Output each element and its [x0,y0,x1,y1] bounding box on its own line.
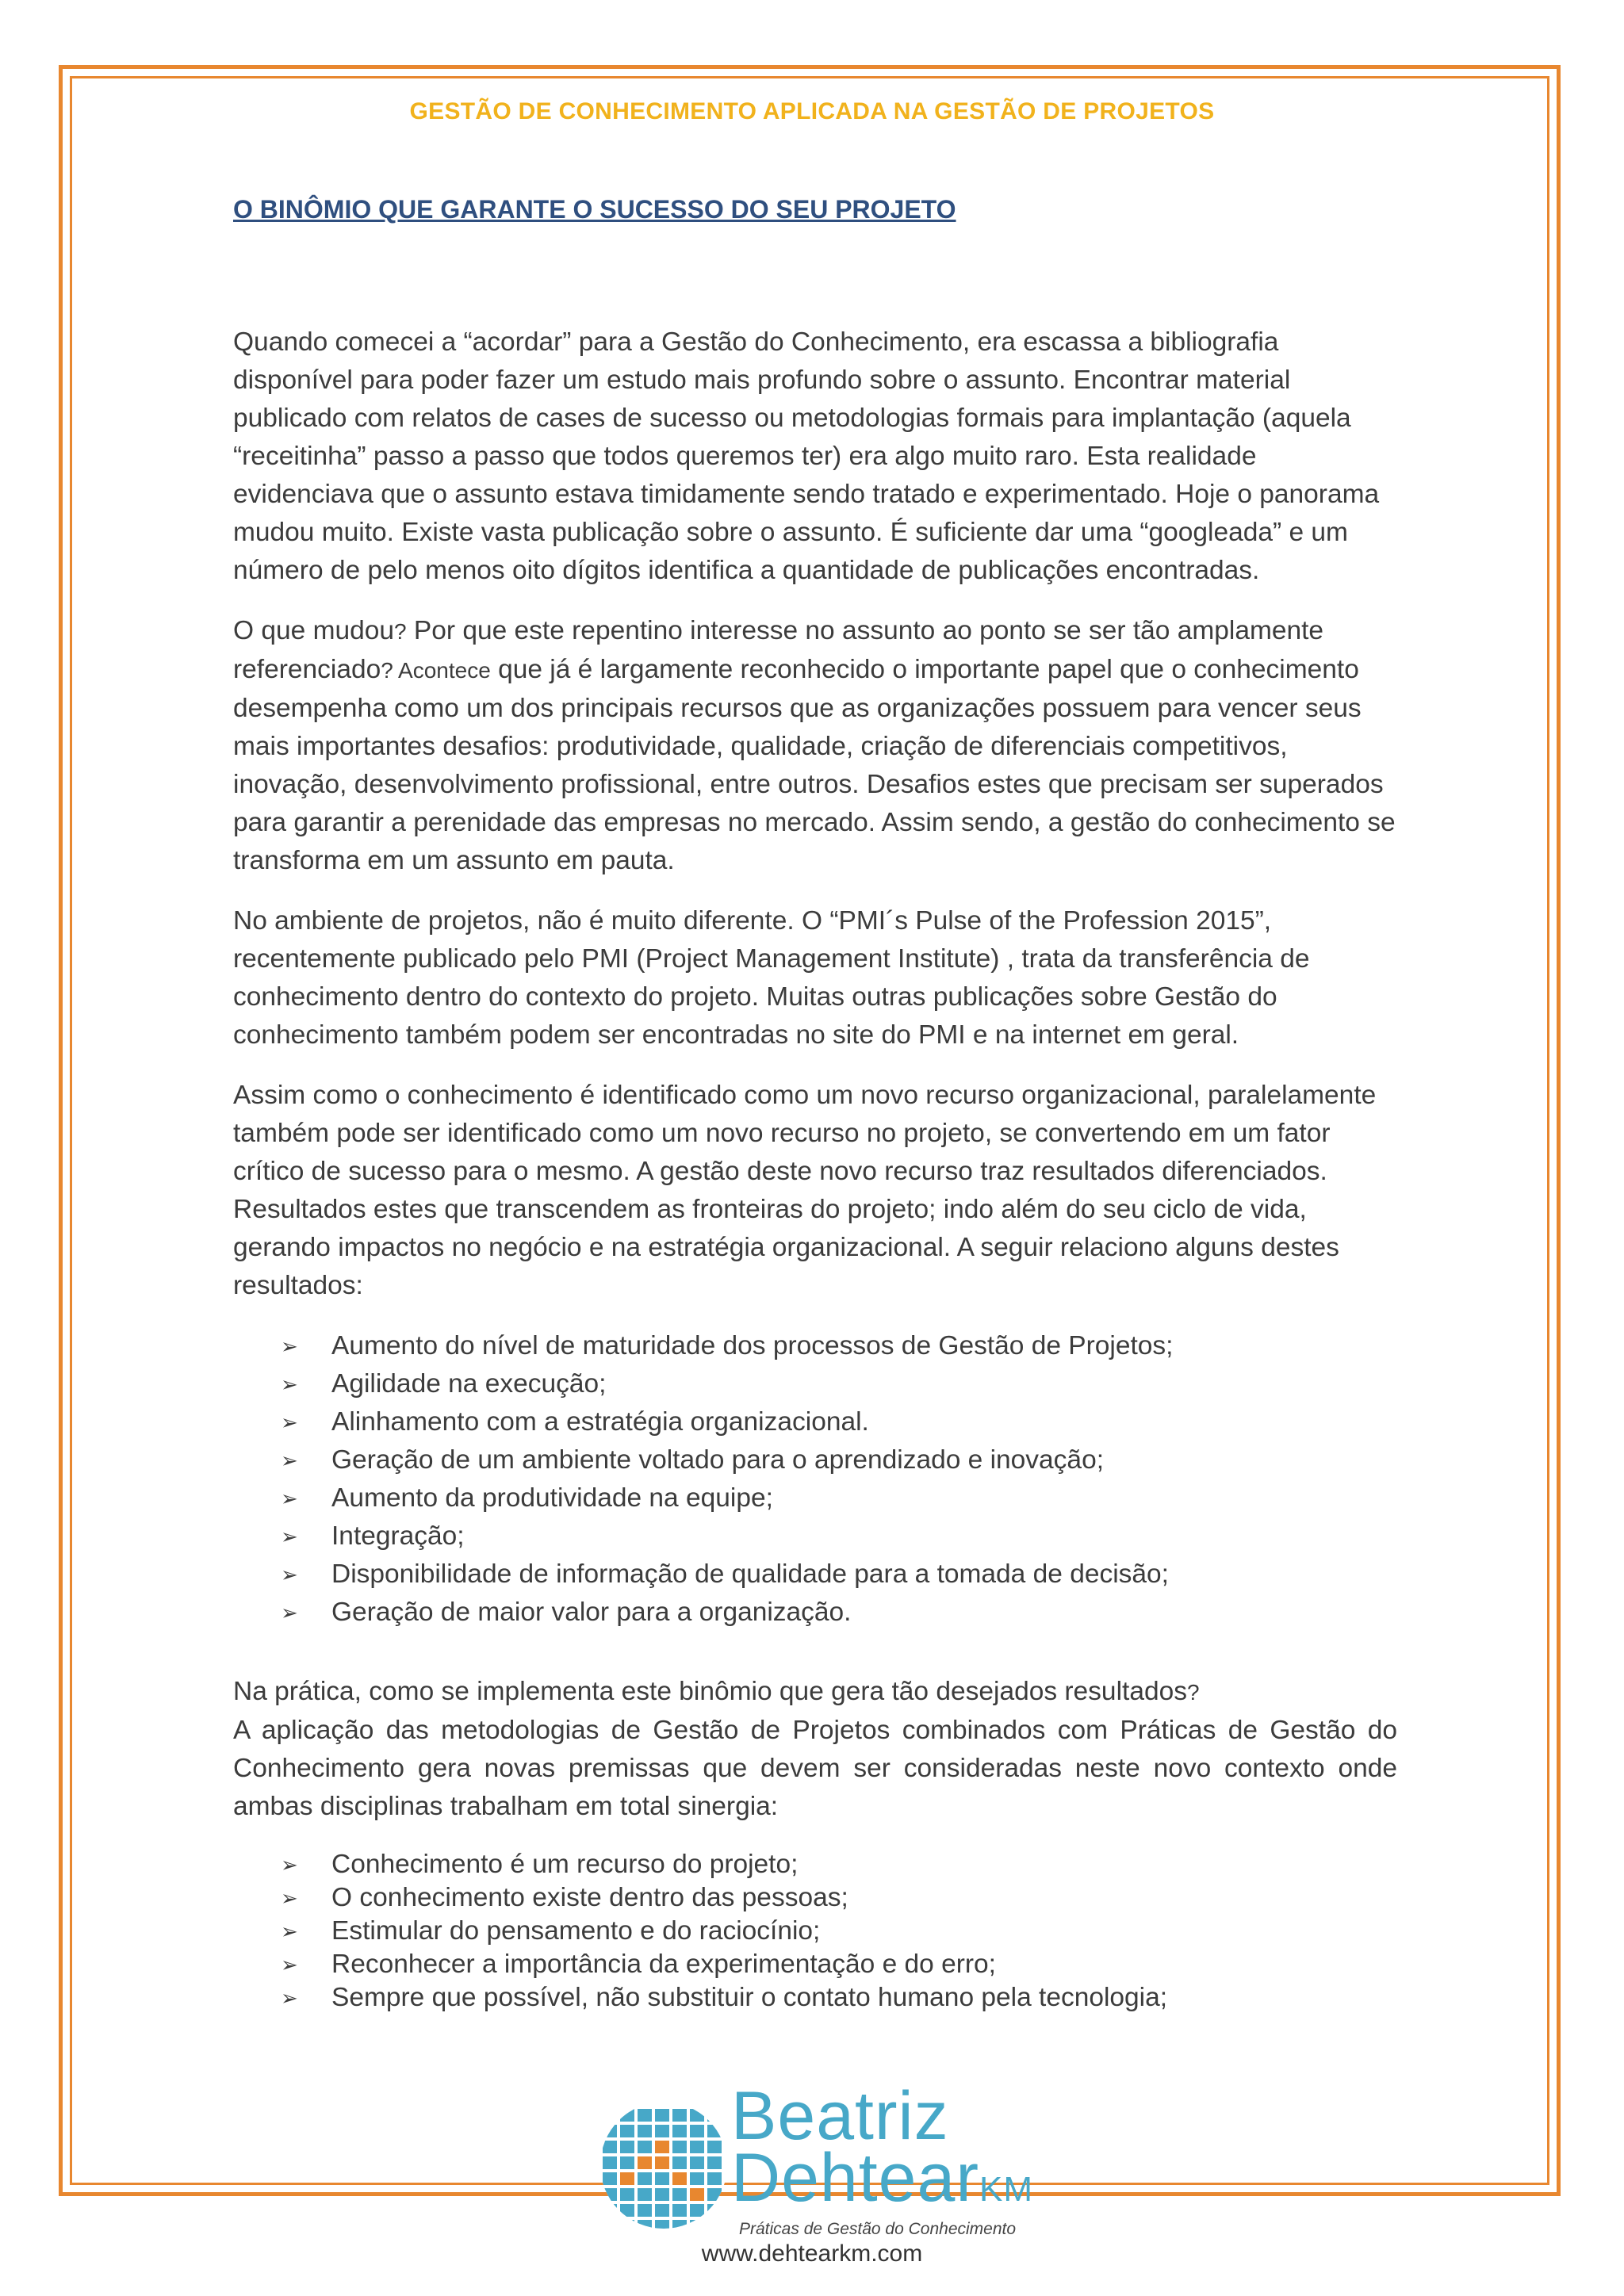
page-title: GESTÃO DE CONHECIMENTO APLICADA NA GESTÃO DE PROJETOS [409,98,1215,124]
text-segment: Na prática, como se implementa este binômio que gera tão desejados resultados [233,1677,1187,1706]
article-body [233,323,1397,2056]
list-item [233,1848,1397,1881]
list-item-text: Alinhamento com a estratégia organizacional. [331,1407,869,1437]
website-url: www.dehtearkm.com [701,2241,923,2267]
list-item [233,1479,1397,1517]
arrow-bullet-icon: ➢ [281,1525,298,1548]
list-item [233,1556,1397,1594]
logo-name-last [731,2139,1033,2218]
arrow-bullet-icon: ➢ [281,1953,298,1976]
list-item [233,1948,1397,1981]
list-item [233,1915,1397,1948]
list-item [233,1365,1397,1403]
arrow-bullet-icon: ➢ [281,1563,298,1586]
list-item-text: Disponibilidade de informação de qualidade para a tomada de decisão; [331,1559,1169,1589]
list-item [233,1517,1397,1556]
brand-logo [596,2078,1033,2244]
text-segment: Por que este repentino interesse no assunto ao ponto se ser tão amplamente referenciado [233,616,1324,684]
logo-km-suffix: KM [979,2170,1033,2209]
list-item-text: Aumento do nível de maturidade dos processos de Gestão de Projetos; [331,1331,1174,1360]
list-item [233,1403,1397,1441]
arrow-bullet-icon: ➢ [281,1334,298,1358]
results-list [233,1327,1397,1632]
paragraph-intro: Quando comecei a “acordar” para a Gestão do Conhecimento, era escassa a bibliografia disponível para poder fazer um estudo mais profundo sobre o assunto. Encontrar material publicado com relatos de cases de sucesso ou metodologias formais para implantação (aquela “receitinha” passo a passo que todos queremos ter) era algo muito raro. Esta realidade evidenciava que o assunto estava timidamente sendo tratado e experimentado. Hoje o panorama mudou muito. Existe vasta publicação sobre o assunto. É suficiente dar uma “googleada” e um número de pelo menos oito dígitos identifica a quantidade de publicações encontradas. [233,327,1380,585]
list-item-text: Geração de maior valor para a organização. [331,1598,852,1627]
list-item [233,1441,1397,1479]
text-segment: que já é largamente reconhecido o importante papel que o conhecimento desempenha como um dos principais recursos que as organizações possuem para vencer seus mais importantes desafios: produtividade, qualidade, criação de diferenciais competitivos, inovação, desenvolvimento profissional, entre outros. Desafios estes que precisam ser superados para garantir a perenidade das empresas no mercado. Assim sendo, a gestão do conhecimento se transforma em um assunto em pauta. [233,655,1396,875]
arrow-bullet-icon: ➢ [281,1448,298,1472]
list-item-text: Estimular do pensamento e do raciocínio; [331,1916,821,1946]
list-item [233,1881,1397,1915]
list-item-text: Agilidade na execução; [331,1369,607,1399]
list-item-text: O conhecimento existe dentro das pessoas; [331,1883,848,1912]
list-item-text: Aumento da produtividade na equipe; [331,1483,773,1513]
paragraph-methodology: A aplicação das metodologias de Gestão de Projetos combinados com Práticas de Gestão do Conhecimento gera novas premissas que devem ser consideradas neste novo contexto onde ambas disciplinas trabalham em total sinergia: [233,1716,1397,1821]
arrow-bullet-icon: ➢ [281,1919,298,1943]
list-item [233,1981,1397,2015]
text-segment: ? Acontece [381,658,491,683]
section-title: O BINÔMIO QUE GARANTE O SUCESSO DO SEU PROJETO [233,195,956,224]
paragraph-what-changed [233,612,1397,880]
list-item-text: Geração de um ambiente voltado para o aprendizado e inovação; [331,1445,1105,1475]
premises-list [233,1848,1397,2015]
text-segment: O que mudou [233,616,394,645]
arrow-bullet-icon: ➢ [281,1487,298,1510]
text-segment: ? [1186,1680,1200,1705]
list-item-text: Conhecimento é um recurso do projeto; [331,1850,799,1879]
arrow-bullet-icon: ➢ [281,1410,298,1434]
list-item [233,1594,1397,1632]
logo-tagline: Práticas de Gestão do Conhecimento [739,2220,1017,2238]
paragraph-practice-question [233,1673,1397,1712]
paragraph-projects: No ambiente de projetos, não é muito diferente. O “PMI´s Pulse of the Profession 2015”, recentemente publicado pelo PMI (Project Management Institute) , trata da transferência de conhecimento dentro do contexto do projeto. Muitas outras publicações sobre Gestão do conhecimento também podem ser encontradas no site do PMI e na internet em geral. [233,906,1310,1050]
list-item-text: Integração; [331,1521,465,1551]
globe-icon [596,2098,731,2233]
logo-surname: Dehtear [731,2140,979,2216]
paragraph-results-intro: Assim como o conhecimento é identificado como um novo recurso organizacional, paralelamente também pode ser identificado como um novo recurso no projeto, se convertendo em um fator crítico de sucesso para o mesmo. A gestão deste novo recurso traz resultados diferenciados. Resultados estes que transcendem as fronteiras do projeto; indo além do seu ciclo de vida, gerando impactos no negócio e na estratégia organizacional. A seguir relaciono alguns destes resultados: [233,1081,1377,1300]
arrow-bullet-icon: ➢ [281,1986,298,2010]
logo-name-first: Beatriz [731,2078,949,2154]
arrow-bullet-icon: ➢ [281,1886,298,1910]
text-segment: ? [394,619,407,644]
arrow-bullet-icon: ➢ [281,1853,298,1877]
arrow-bullet-icon: ➢ [281,1601,298,1624]
arrow-bullet-icon: ➢ [281,1372,298,1396]
list-item-text: Sempre que possível, não substituir o contato humano pela tecnologia; [331,1983,1168,2012]
list-item [233,1327,1397,1365]
list-item-text: Reconhecer a importância da experimentação e do erro; [331,1950,996,1979]
